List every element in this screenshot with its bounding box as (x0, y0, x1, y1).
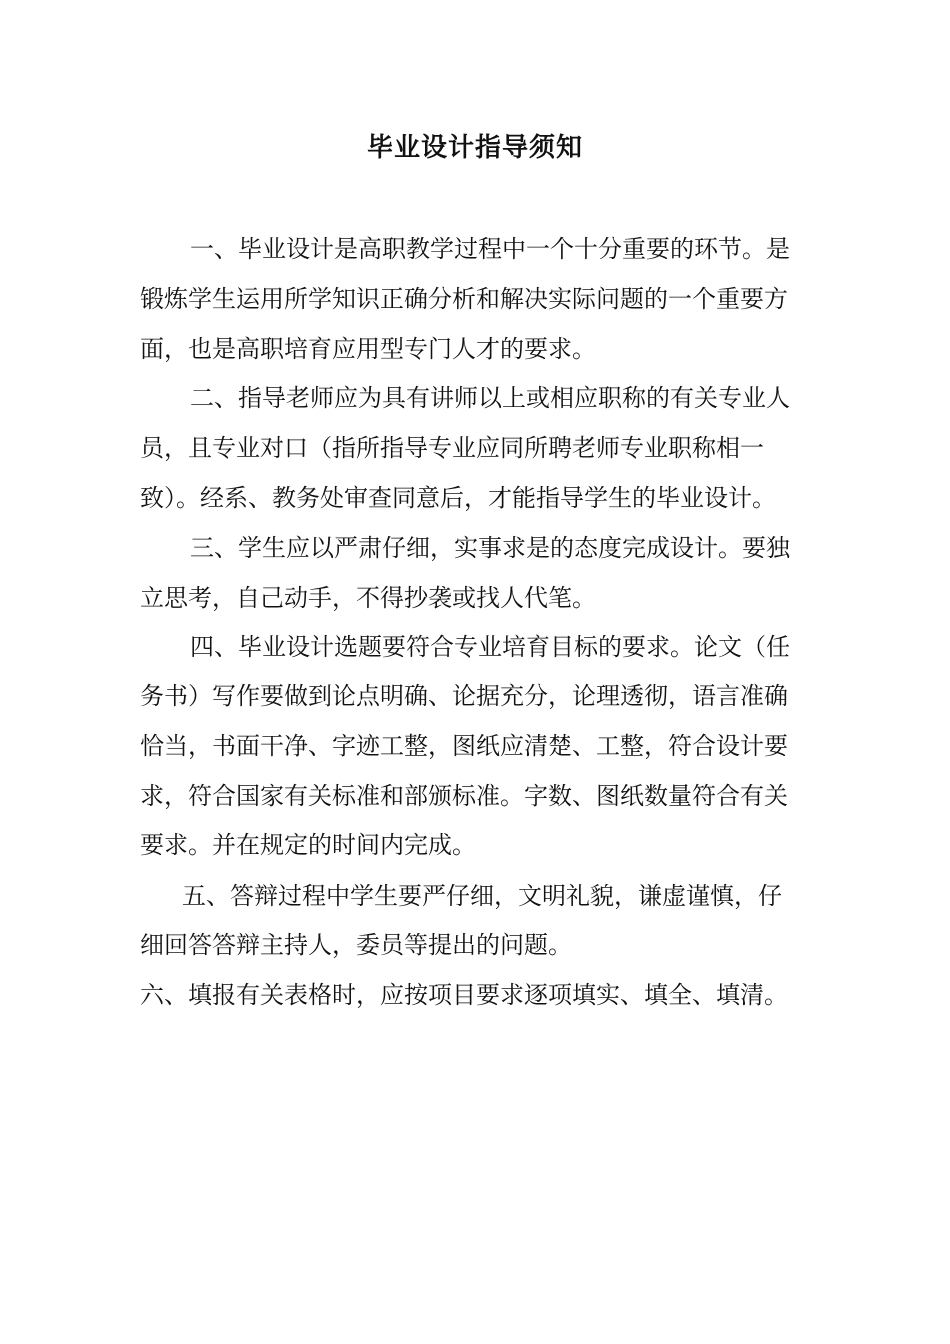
paragraph-4-line-5: 要求。并在规定的时间内完成。 (140, 831, 476, 859)
paragraph-2-line-1: 二、指导老师应为具有讲师以上或相应职称的有关专业人 (190, 384, 790, 412)
paragraph-1-line-1: 一、毕业设计是高职教学过程中一个十分重要的环节。是 (190, 235, 790, 263)
paragraph-3-line-1: 三、学生应以严肃仔细，实事求是的态度完成设计。要独 (190, 534, 790, 562)
paragraph-1-line-2: 锻炼学生运用所学知识正确分析和解决实际问题的一个重要方 (140, 285, 788, 313)
paragraph-4-line-3: 恰当，书面干净、字迹工整，图纸应清楚、工整，符合设计要 (140, 732, 788, 760)
paragraph-2-line-2: 员，且专业对口（指所指导专业应同所聘老师专业职称相一 (140, 434, 764, 462)
paragraph-3-line-2: 立思考，自己动手，不得抄袭或找人代笔。 (140, 584, 596, 612)
paragraph-4-line-1: 四、毕业设计选题要符合专业培育目标的要求。论文（任 (190, 633, 790, 661)
document-title: 毕业设计指导须知 (366, 133, 583, 163)
paragraph-1-line-3: 面，也是高职培育应用型专门人才的要求。 (140, 335, 596, 363)
paragraph-6-line-1: 六、填报有关表格时，应按项目要求逐项填实、填全、填清。 (140, 981, 788, 1009)
paragraph-5-line-2: 细回答答辩主持人，委员等提出的问题。 (140, 931, 572, 959)
paragraph-4-line-2: 务书）写作要做到论点明确、论据充分，论理透彻，语言准确 (140, 682, 788, 710)
paragraph-4-line-4: 求，符合国家有关标准和部颁标准。字数、图纸数量符合有关 (140, 782, 788, 810)
paragraph-5-line-1: 五、答辩过程中学生要严仔细，文明礼貌，谦虚谨慎，仔 (182, 882, 782, 910)
paragraph-2-line-3: 致）。经系、教务处审查同意后，才能指导学生的毕业设计。 (140, 484, 776, 512)
